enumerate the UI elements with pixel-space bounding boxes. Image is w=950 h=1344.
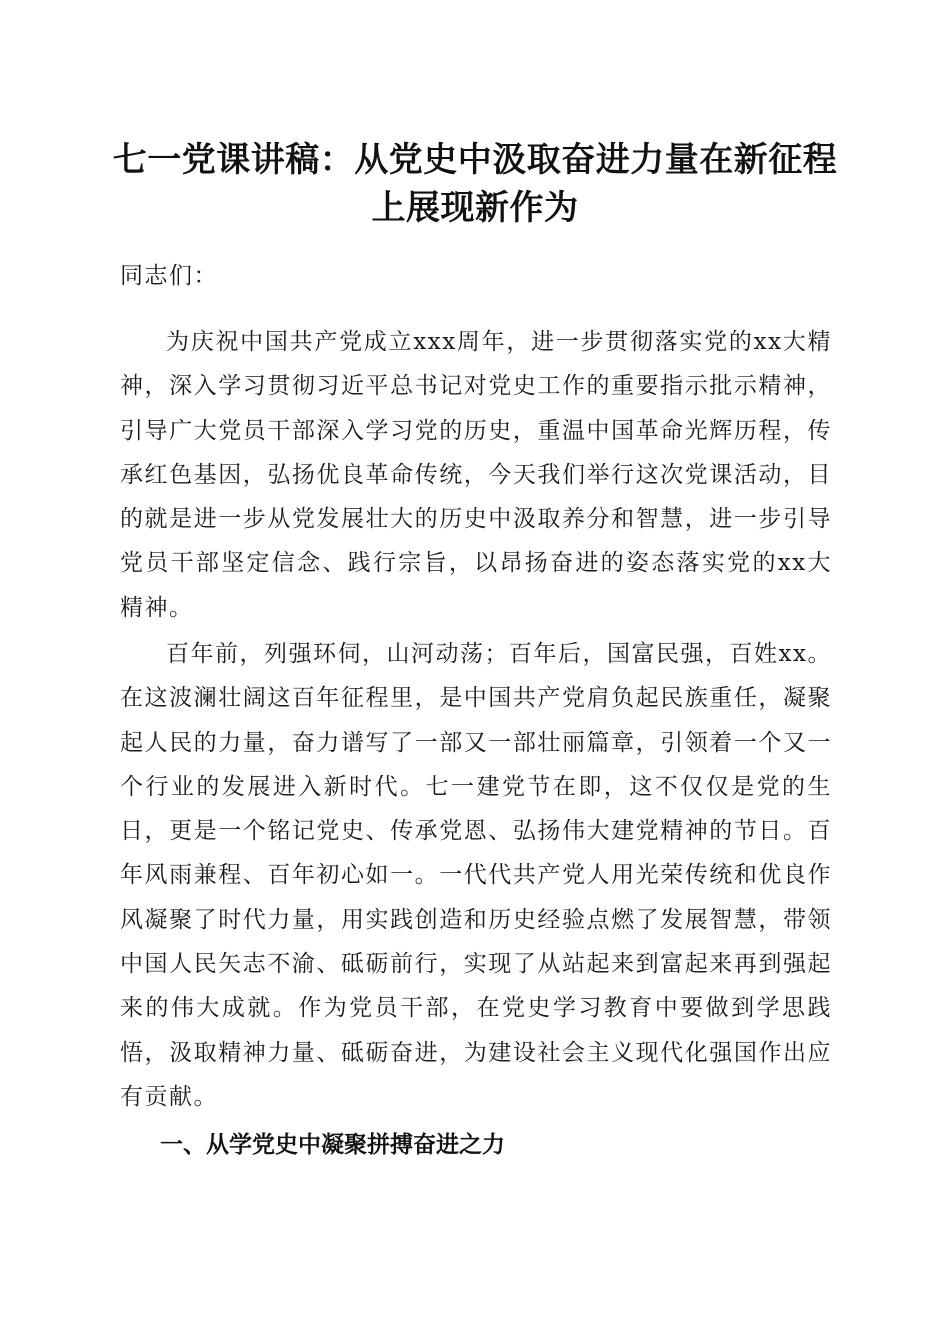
body-paragraph-1: 为庆祝中国共产党成立xxx周年，进一步贯彻落实党的xx大精神，深入学习贯彻习近平总书记对党史工作的重要指示批示精神，引导广大党员干部深入学习党的历史，重温中国革命光辉历程，传承红色基因，弘扬优良革命传统，今天我们举行这次党课活动，目的就是进一步从党发展壮大的历史中汲取养分和智慧，进一步引导党员干部坚定信念、践行宗旨，以昂扬奋进的姿态落实党的xx大精神。 [120, 329, 832, 621]
document-title: 七一党课讲稿：从党史中汲取奋进力量在新征程上展现新作为 [112, 140, 838, 228]
section-heading-1: 一、从学党史中凝聚拼搏奋进之力 [160, 1132, 505, 1158]
greeting: 同志们： [120, 263, 218, 289]
body-paragraph-2: 百年前，列强环伺，山河动荡；百年后，国富民强，百姓xx。在这波澜壮阔这百年征程里，是中国共产党肩负起民族重任，凝聚起人民的力量，奋力谱写了一部又一部壮丽篇章，引领着一个又一个行业的发展进入新时代。七一建党节在即，这不仅仅是党的生日，更是一个铭记党史、传承党恩、弘扬伟大建党精神的节日。百年风雨兼程、百年初心如一。一代代共产党人用光荣传统和优良作风凝聚了时代力量，用实践创造和历史经验点燃了发展智慧，带领中国人民矢志不渝、砥砺前行，实现了从站起来到富起来再到强起来的伟大成就。作为党员干部，在党史学习教育中要做到学思践悟，汲取精神力量、砥砺奋进，为建设社会主义现代化强国作出应有贡献。 [120, 641, 832, 1110]
